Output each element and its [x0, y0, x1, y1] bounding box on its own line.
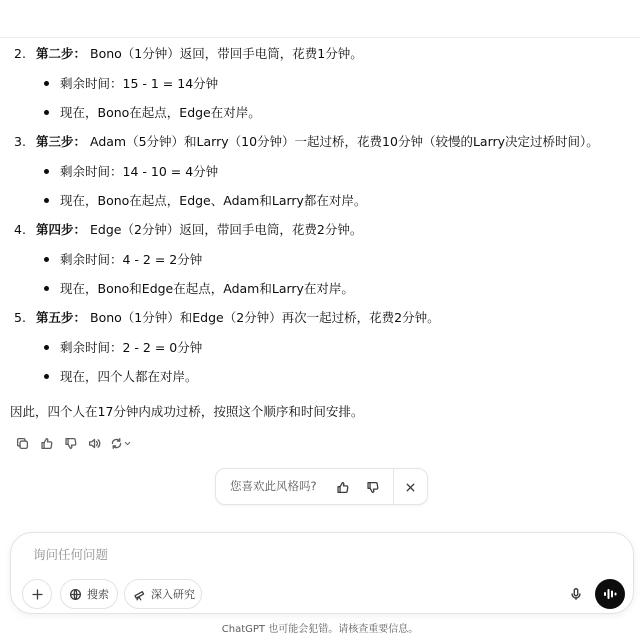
message-actions: [10, 434, 136, 452]
step-text: Edge（2分钟）返回，带回手电筒，花费2分钟。: [90, 222, 363, 237]
list-item: 剩余时间：2 - 2 = 0分钟: [44, 338, 202, 358]
waveform-icon: [602, 587, 618, 601]
disclaimer-text: ChatGPT 也可能会犯错。请核查重要信息。: [221, 624, 419, 635]
regenerate-icon: [110, 437, 123, 450]
list-item: 现在，四个人都在对岸。: [44, 367, 198, 387]
conclusion-text: 因此，四个人在17分钟内成功过桥，按照这个顺序和时间安排。: [10, 404, 364, 419]
list-item: 现在，Bono在起点，Edge、Adam和Larry都在对岸。: [44, 191, 366, 211]
message-input[interactable]: 询问任何问题: [33, 547, 109, 562]
thumbs-down-icon: [64, 437, 77, 450]
read-aloud-icon: [88, 437, 101, 450]
feedback-question: 您喜欢此风格吗?: [230, 479, 317, 493]
plus-icon: [31, 588, 44, 601]
step-item: [14, 44, 363, 64]
search-label: 搜索: [87, 588, 109, 601]
telescope-icon: [133, 588, 146, 601]
feedback-thumbs-down-button[interactable]: [363, 478, 381, 496]
read-aloud-button[interactable]: [82, 434, 106, 452]
step-item: [14, 132, 599, 152]
step-text: Adam（5分钟）和Larry（10分钟）一起过桥，花费10分钟（较慢的Larry决定过桥时间）。: [90, 134, 599, 149]
list-item: 剩余时间：15 - 1 = 14分钟: [44, 74, 218, 94]
voice-mode-button[interactable]: [595, 579, 625, 609]
bad-response-button[interactable]: [58, 434, 82, 452]
divider: [393, 469, 394, 504]
step-title: 第三步：: [36, 134, 87, 149]
microphone-icon: [569, 587, 583, 601]
thumbs-up-icon: [336, 481, 349, 494]
close-feedback-button[interactable]: [401, 478, 419, 496]
step-title: 第四步：: [36, 222, 87, 237]
regenerate-button[interactable]: [106, 434, 136, 452]
message-composer: [10, 532, 634, 614]
step-number: 5.: [14, 310, 26, 325]
step-item: [14, 220, 362, 240]
search-button[interactable]: [60, 579, 118, 609]
copy-button[interactable]: [10, 434, 34, 452]
feedback-thumbs-up-button[interactable]: [333, 478, 351, 496]
step-text: Bono（1分钟）返回，带回手电筒，花费1分钟。: [90, 46, 363, 61]
list-item: 现在，Bono和Edge在起点，Adam和Larry在对岸。: [44, 279, 354, 299]
step-title: 第五步：: [36, 310, 87, 325]
step-title: 第二步：: [36, 46, 87, 61]
step-number: 4.: [14, 222, 26, 237]
chevron-down-icon: [123, 439, 132, 448]
close-icon: [404, 481, 417, 494]
list-item: 剩余时间：4 - 2 = 2分钟: [44, 250, 202, 270]
attach-button[interactable]: [22, 579, 52, 609]
list-item: 剩余时间：14 - 10 = 4分钟: [44, 162, 218, 182]
top-bar: [0, 0, 640, 38]
deep-research-label: 深入研究: [151, 588, 195, 601]
thumbs-down-icon: [366, 481, 379, 494]
step-number: 3.: [14, 134, 26, 149]
globe-icon: [69, 588, 82, 601]
list-item: 现在，Bono在起点，Edge在对岸。: [44, 103, 261, 123]
style-feedback-popup: [215, 468, 428, 505]
copy-icon: [16, 437, 29, 450]
dictate-button[interactable]: [561, 579, 591, 609]
step-text: Bono（1分钟）和Edge（2分钟）再次一起过桥，花费2分钟。: [90, 310, 440, 325]
deep-research-button[interactable]: [124, 579, 202, 609]
step-number: 2.: [14, 46, 26, 61]
step-item: [14, 308, 440, 328]
good-response-button[interactable]: [34, 434, 58, 452]
thumbs-up-icon: [40, 437, 53, 450]
